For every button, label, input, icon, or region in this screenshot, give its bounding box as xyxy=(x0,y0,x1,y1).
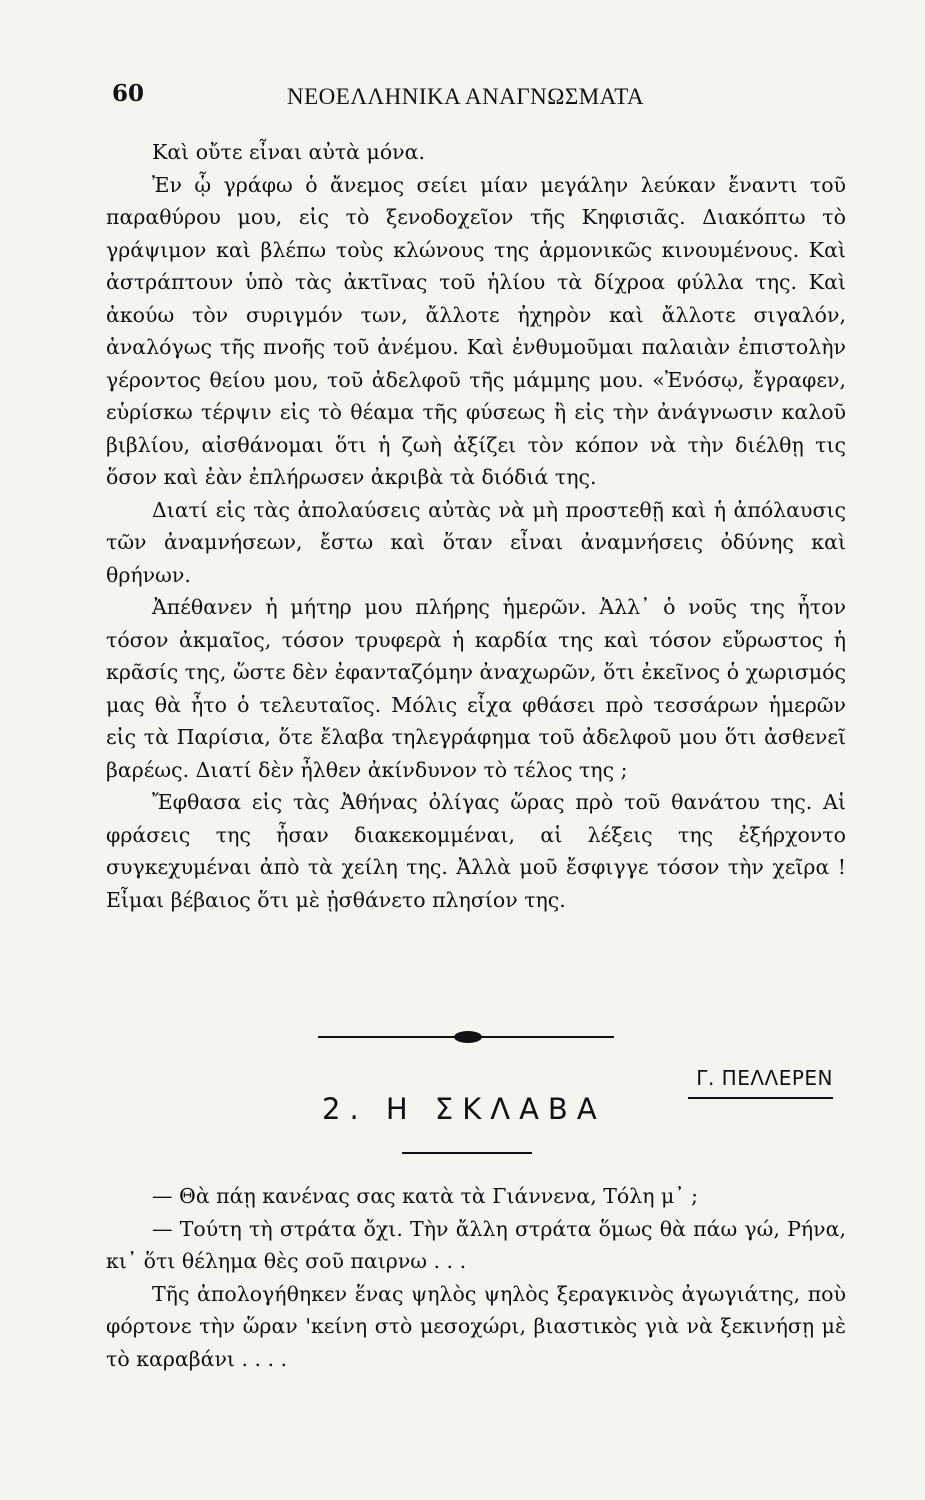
paragraph: Διατί εἰς τὰς ἀπολαύσεις αὐτὰς νὰ μὴ προστεθῇ καὶ ἡ ἀπόλαυσις τῶν ἀναμνήσεων, ἔστω καὶ ὅταν εἶναι ἀναμνήσεις ὀδύνης καὶ θρήνων. xyxy=(106,497,846,587)
story-title: 2. Η ΣΚΛΑΒΑ xyxy=(322,1092,606,1126)
page-header xyxy=(112,78,847,118)
page-number: 60 xyxy=(112,80,145,107)
ornamental-divider xyxy=(318,1030,614,1044)
running-title: ΝΕΟΕΛΛΗΝΙΚΑ ΑΝΑΓΝΩΣΜΑΤΑ xyxy=(287,84,645,109)
paragraph: Τῆς ἀπολογήθηκεν ἕνας ψηλὸς ψηλὸς ξεραγκινὸς ἀγωγιάτης, ποὺ φόρτονε τὴν ὥραν 'κείνη στὸ μεσοχώρι, βιαστικὸς γιὰ νὰ ξεκινήσῃ μὲ τὸ καραβάνι . . . . xyxy=(106,1281,846,1371)
divider-ornament-icon xyxy=(454,1031,482,1043)
paragraph: Ἐν ᾧ γράφω ὁ ἄνεμος σείει μίαν μεγάλην λεύκαν ἔναντι τοῦ παραθύρου μου, εἰς τὸ ξενοδοχεῖον τῆς Κηφισιᾶς. Διακόπτω τὸ γράψιμον καὶ βλέπω τοὺς κλώνους της ἁρμονικῶς κινουμένους. Καὶ ἀστράπτουν ὑπὸ τὰς ἀκτῖνας τοῦ ἡλίου τὰ δίχροα φύλλα της. Καὶ ἀκούω τὸν συριγμόν των, ἄλλοτε ἠχηρὸν καὶ ἄλλοτε σιγαλόν, ἀναλόγως τῆς πνοῆς τοῦ ἀνέμου. Καὶ ἐνθυμοῦμαι παλαιὰν ἐπιστολὴν γέροντος θείου μου, τοῦ ἀδελφοῦ τῆς μάμμης μου. «Ἐνόσῳ, ἔγραφεν, εὑρίσκω τέρψιν εἰς τὸ θέαμα τῆς φύσεως ἢ εἰς τὴν ἀνάγνωσιν καλοῦ βιβλίου, αἰσθάνομαι ὅτι ἡ ζωὴ ἀξίζει τὸν κόπον νὰ τὴν διέλθῃ τις ὅσον καὶ ἐὰν ἐπλήρωσεν ἀκριβὰ τὰ διόδιά της. xyxy=(106,172,846,489)
paragraph: Ἀπέθανεν ἡ μήτηρ μου πλήρης ἡμερῶν. Ἀλλ᾽ ὁ νοῦς της ἦτον τόσον ἀκμαῖος, τόσον τρυφερὰ ἡ καρδία της καὶ τόσον εὔρωστος ἡ κρᾶσίς της, ὥστε δὲν ἐφανταζόμην ἀναχωρῶν, ὅτι ἐκεῖνος ὁ χωρισμός μας θὰ ἦτο ὁ τελευταῖος. Μόλις εἶχα φθάσει πρὸ τεσσάρων ἡμερῶν εἰς τὰ Παρίσια, ὅτε ἔλαβα τηλεγράφημα τοῦ ἀδελφοῦ μου ὅτι ἀσθενεῖ βαρέως. Διατί δὲν ἦλθεν ἀκίνδυνον τὸ τέλος της ; xyxy=(106,595,846,782)
title-rule xyxy=(402,1152,532,1154)
essay-body xyxy=(106,136,846,916)
story-body xyxy=(106,1180,846,1375)
author-underline xyxy=(688,1097,833,1099)
author-signature: Γ. ΠΕΛΛΕΡΕΝ xyxy=(696,1066,833,1090)
paragraph: Καὶ οὔτε εἶναι αὐτὰ μόνα. xyxy=(152,140,426,164)
paragraph: — Τούτη τὴ στράτα ὄχι. Τὴν ἄλλη στράτα ὅμως θὰ πάω γώ, Ρήνα, κι᾽ ὅτι θέλημα θὲς σοῦ παιρνω . . . xyxy=(106,1216,846,1273)
paragraph: — Θὰ πάῃ κανένας σας κατὰ τὰ Γιάννενα, Τόλη μ᾽ ; xyxy=(152,1184,699,1208)
paragraph: Ἔφθασα εἰς τὰς Ἀθήνας ὀλίγας ὥρας πρὸ τοῦ θανάτου της. Αἱ φράσεις της ἦσαν διακεκομμέναι, αἱ λέξεις της ἐξήρχοντο συγκεχυμέναι ἀπὸ τὰ χείλη της. Ἀλλὰ μοῦ ἔσφιγγε τόσον τὴν χεῖρα ! Εἶμαι βέβαιος ὅτι μὲ ᾐσθάνετο πλησίον της. xyxy=(106,790,846,912)
